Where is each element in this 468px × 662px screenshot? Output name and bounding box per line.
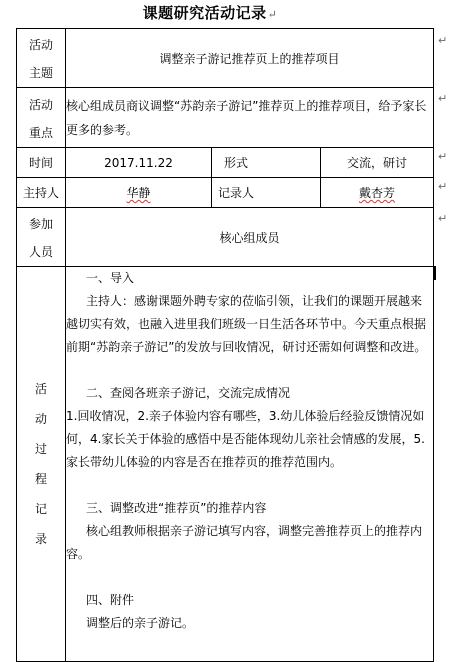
focus-label: 活动 重点 xyxy=(17,88,66,148)
participants-row xyxy=(17,208,434,267)
paragraph-mark: ↵ xyxy=(267,8,278,21)
row-end-mark: ↵ xyxy=(438,180,448,193)
recorder-label: 记录人 xyxy=(212,178,321,208)
row-end-mark: ↵ xyxy=(438,92,448,105)
focus-value[interactable]: 核心组成员商议调整“苏韵亲子游记”推荐页上的推荐项目，给予家长更多的参考。 xyxy=(66,88,434,148)
adjust-paragraph: 核心组教师根据亲子游记填写内容，调整完善推荐页上的推荐内容。 xyxy=(66,524,423,561)
participants-label: 参加 人员 xyxy=(17,208,66,267)
process-content[interactable] xyxy=(66,267,434,662)
attachment-paragraph: 调整后的亲子游记。 xyxy=(86,616,195,630)
focus-row xyxy=(17,88,434,148)
theme-row xyxy=(17,29,434,88)
text-cursor xyxy=(434,266,436,280)
section-adjust-heading: 三、调整改进“推荐页”的推荐内容 xyxy=(86,501,267,515)
form-value[interactable]: 交流，研讨 xyxy=(321,148,434,178)
process-label: 活 动 过 程 记 录 xyxy=(17,267,66,662)
recorder-value[interactable]: 戴杏芳 xyxy=(321,178,434,208)
section-attachment-heading: 四、附件 xyxy=(86,593,135,607)
blank-line xyxy=(66,474,433,497)
host-row xyxy=(17,178,434,208)
theme-label: 活动 主题 xyxy=(17,29,66,88)
host-value[interactable]: 华静 xyxy=(66,178,212,208)
blank-line xyxy=(66,359,433,382)
form-label: 形式 xyxy=(212,148,321,178)
time-row xyxy=(17,148,434,178)
host-label: 主持人 xyxy=(17,178,66,208)
review-paragraph: 1.回收情况，2.亲子体验内容有哪些，3.幼儿体验后经验反馈情况如何，4.家长关于体验的感悟中是否能体现幼儿亲社会情感的发展，5.家长带幼儿体验的内容是否在推荐页的推荐范围内。 xyxy=(66,409,425,469)
section-review-heading: 二、查阅各班亲子游记，交流完成情况 xyxy=(86,386,291,400)
row-end-mark: ↵ xyxy=(438,34,448,47)
process-row xyxy=(17,267,434,662)
row-end-mark: ↵ xyxy=(438,212,448,225)
intro-paragraph: 主持人：感谢课题外聘专家的莅临引领，让我们的课题开展越来越切实有效，也融入进里我们班级一日生活各环节中。今天重点根据前期“苏韵亲子游记”的发放与回收情况，研讨还需如何调整和改进。 xyxy=(66,294,427,354)
document-title: 课题研究活动记录↵ xyxy=(142,4,278,22)
participants-value[interactable]: 核心组成员 xyxy=(66,208,434,267)
time-label: 时间 xyxy=(17,148,66,178)
section-intro-heading: 一、导入 xyxy=(86,271,135,285)
theme-value[interactable]: 调整亲子游记推荐页上的推荐项目 xyxy=(66,29,434,88)
time-value[interactable]: 2017.11.22 xyxy=(66,148,212,178)
blank-line xyxy=(66,566,433,589)
row-end-mark: ↵ xyxy=(438,150,448,163)
record-table xyxy=(16,28,434,662)
